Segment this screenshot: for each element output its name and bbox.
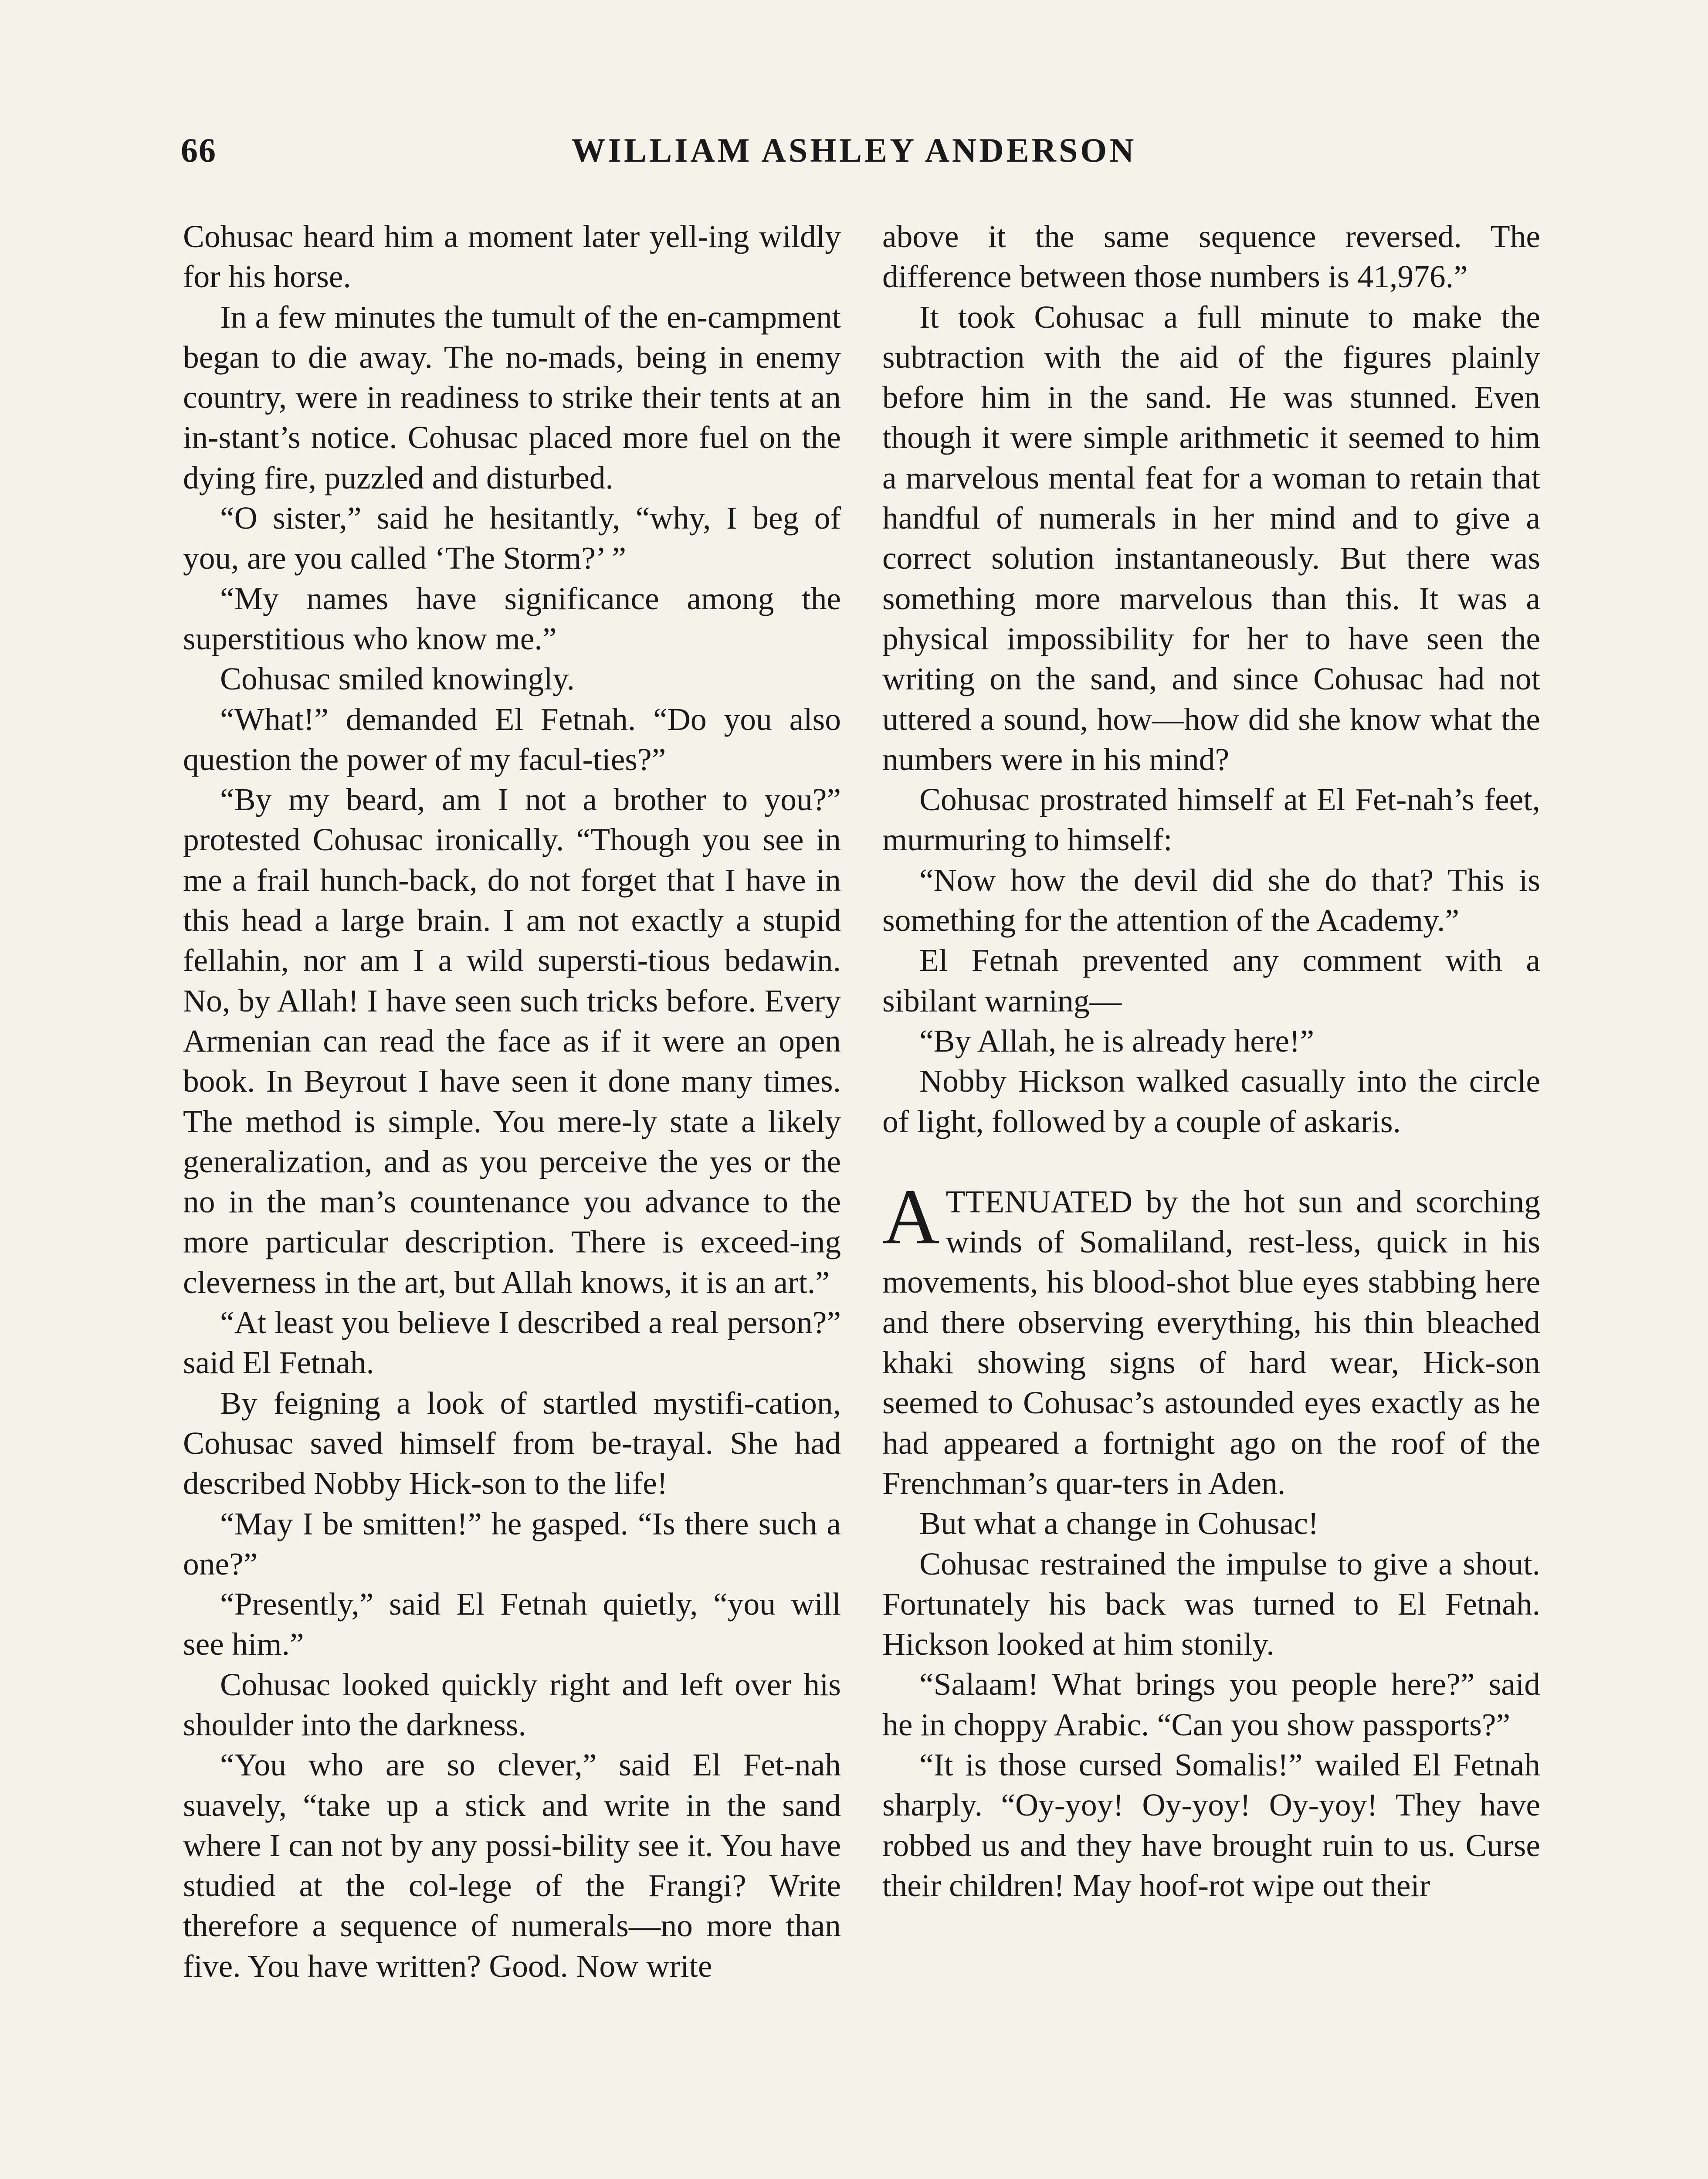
paragraph: Cohusac looked quickly right and left over his shoulder into the darkness.: [183, 1666, 841, 1742]
page-number: 66: [181, 131, 217, 169]
paragraph: “O sister,” said he hesitantly, “why, I beg of you, are you called ‘The Storm?’ ”: [183, 500, 841, 576]
left-column: [183, 217, 841, 1986]
paragraph: “It is those cursed Somalis!” wailed El Fetnah sharply. “Oy-yoy! Oy-yoy! Oy-yoy! They have robbed us and they have brought ruin to us. Curse their children! May hoof-rot wipe out their: [882, 1747, 1540, 1903]
right-column: [882, 217, 1540, 1906]
drop-cap: A: [882, 1173, 940, 1261]
paragraph: Cohusac smiled knowingly.: [220, 661, 575, 697]
paragraph: “You who are so clever,” said El Fet-nah suavely, “take up a stick and write in the sand where I can not by any possi-bility see it. You have studied at the col-lege of the Frangi? Write therefore a sequence of numerals—no more than five. You have written? Good. Now write: [183, 1747, 841, 1984]
paragraph: “Presently,” said El Fetnah quietly, “you will see him.”: [183, 1586, 841, 1662]
paragraph: Cohusac prostrated himself at El Fet-nah’s feet, murmuring to himself:: [882, 782, 1540, 858]
paragraph: By feigning a look of startled mystifi-cation, Cohusac saved himself from be-trayal. She had described Nobby Hick-son to the life!: [183, 1385, 841, 1501]
paragraph: “My names have significance among the superstitious who know me.”: [183, 580, 841, 656]
section-opening-paragraph: [882, 1173, 1540, 1504]
paragraph: In a few minutes the tumult of the en-campment began to die away. The no-mads, being in enemy country, were in readiness to strike their tents at an in-stant’s notice. Cohusac placed more fuel on the dying fire, puzzled and disturbed.: [183, 299, 841, 496]
running-head: WILLIAM ASHLEY ANDERSON: [571, 131, 1137, 169]
paragraph: But what a change in Cohusac!: [919, 1506, 1319, 1541]
paragraph: “By my beard, am I not a brother to you?” protested Cohusac ironically. “Though you see in me a frail hunch-back, do not forget that I have in this head a large brain. I am not exactly a stupid fellahin, nor am I a wild supersti-tious bedawin. No, by Allah! I have seen such tricks before. Every Armenian can read the face as if it were an open book. In Beyrout I have seen it done many times. The method is simple. You mere-ly state a likely generalization, and as you perceive the yes or the no in the man’s countenance you advance to the more particular description. There is exceed-ing cleverness in the art, but Allah knows, it is an art.”: [183, 782, 841, 1300]
section-opening-text: TTENUATED by the hot sun and scorching winds of Somaliland, rest-less, quick in his movements, his blood-shot blue eyes stabbing here and there observing everything, his thin bleached khaki showing signs of hard wear, Hick-son seemed to Cohusac’s astounded eyes exactly as he had appeared a fortnight ago on the roof of the Frenchman’s quar-ters in Aden.: [882, 1184, 1540, 1501]
paragraph: above it the same sequence reversed. The difference between those numbers is 41,976.”: [882, 219, 1540, 295]
paragraph: “Now how the devil did she do that? This is something for the attention of the Academy.”: [882, 862, 1540, 938]
paragraph: “What!” demanded El Fetnah. “Do you also question the power of my facul-ties?”: [183, 701, 841, 777]
paragraph: “May I be smitten!” he gasped. “Is there such a one?”: [183, 1506, 841, 1582]
paragraph: It took Cohusac a full minute to make the subtraction with the aid of the figures plainly before him in the sand. He was stunned. Even though it were simple arithmetic it seemed to him a marvelous mental feat for a woman to retain that handful of numerals in her mind and to give a correct solution instantaneously. But there was something more marvelous than this. It was a physical impossibility for her to have seen the writing on the sand, and since Cohusac had not uttered a sound, how—how did she know what the numbers were in his mind?: [882, 299, 1540, 777]
paragraph: Cohusac restrained the impulse to give a shout. Fortunately his back was turned to El Fetnah. Hickson looked at him stonily.: [882, 1546, 1540, 1662]
paragraph: “Salaam! What brings you people here?” said he in choppy Arabic. “Can you show passports?”: [882, 1666, 1540, 1742]
paragraph: El Fetnah prevented any comment with a sibilant warning—: [882, 943, 1540, 1018]
paragraph: “By Allah, he is already here!”: [919, 1023, 1315, 1059]
paragraph: Cohusac heard him a moment later yell-ing wildly for his horse.: [183, 219, 841, 295]
paragraph: “At least you believe I described a real person?” said El Fetnah.: [183, 1305, 841, 1381]
paragraph: Nobby Hickson walked casually into the circle of light, followed by a couple of askaris.: [882, 1063, 1540, 1139]
